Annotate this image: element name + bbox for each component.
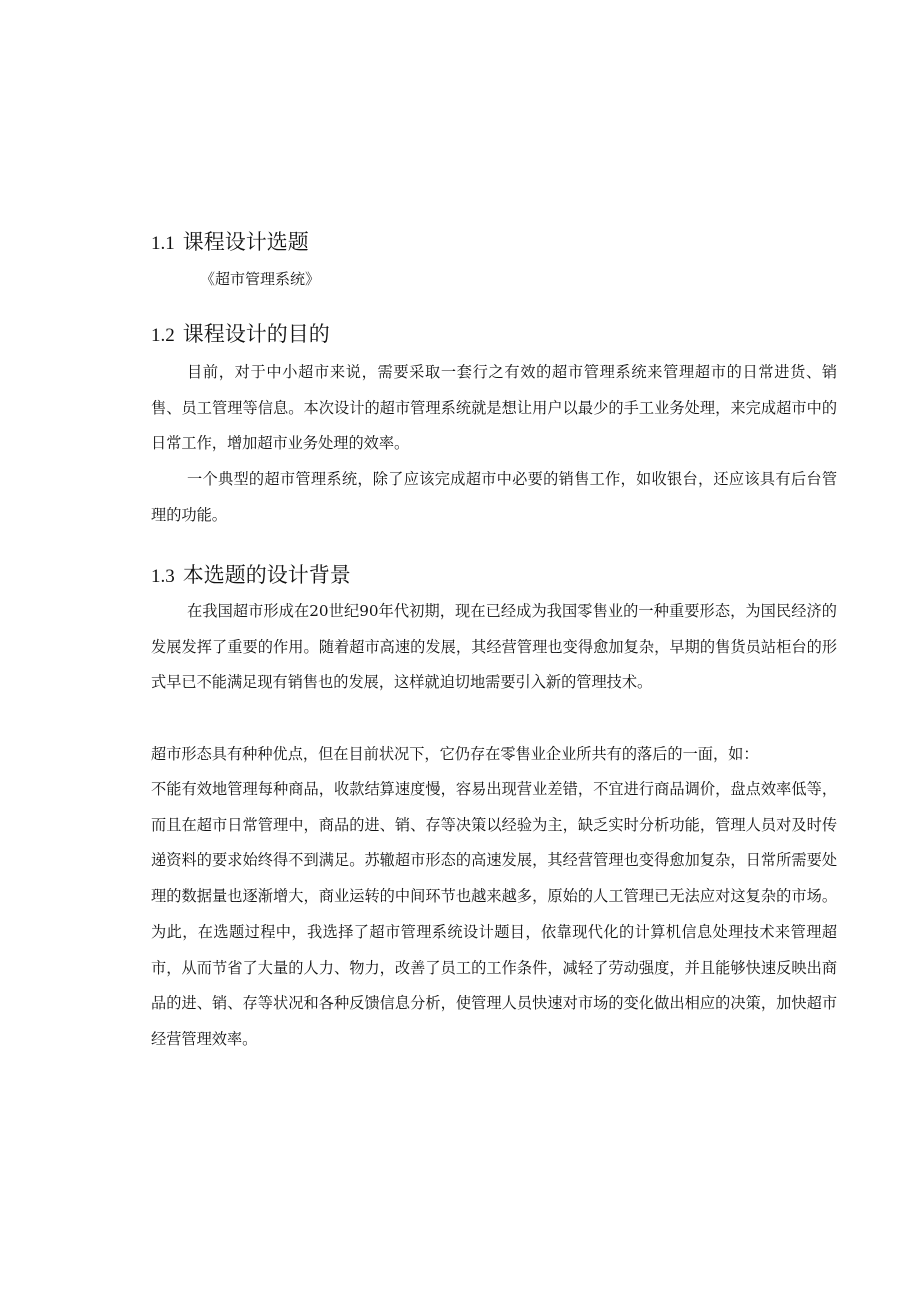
purpose-paragraph-1: 目前，对于中小超市来说，需要采取一套行之有效的超市管理系统来管理超市的日常进货、销售、员工管理等信息。本次设计的超市管理系统就是想让用户以最少的手工业务处理，来完成超市中的日常工作，增加超市业务处理的效率。 [151,363,837,453]
section-1-3-number: 1.3 [151,566,175,587]
section-1-1-title: 课程设计选题 [182,230,309,254]
course-topic-title: 《超市管理系统》 [200,270,321,288]
section-1-3-heading [151,561,351,591]
background-paragraph-1: 在我国超市形成在20世纪90年代初期，现在已经成为我国零售业的一种重要形态，为国民经济的发展发挥了重要的作用。随着超市高速的发展，其经营管理也变得愈加复杂，早期的售货员站柜台的形式早已不能满足现有销售也的发展，这样就迫切地需要引入新的管理技术。 [151,602,837,692]
section-1-1-heading [151,228,309,258]
section-1-3-title: 本选题的设计背景 [182,563,351,587]
section-1-2-title: 课程设计的目的 [182,322,330,346]
section-1-2-heading [151,320,330,350]
background-paragraph-2: 超市形态具有种种优点，但在目前状况下，它仍存在零售业企业所共有的落后的一面，如： [151,745,759,763]
background-paragraph-3: 不能有效地管理每种商品，收款结算速度慢，容易出现营业差错，不宜进行商品调价，盘点效率低等，而且在超市日常管理中，商品的进、销、存等决策以经验为主，缺乏实时分析功能，管理人员对及时传递资料的要求始终得不到满足。苏辙超市形态的高速发展，其经营管理也变得愈加复杂，日常所需要处理的数据量也逐渐增大，商业运转的中间环节也越来越多，原始的人工管理已无法应对这复杂的市场。为此，在选题过程中，我选择了超市管理系统设计题目，依靠现代化的计算机信息处理技术来管理超市，从而节省了大量的人力、物力，改善了员工的工作条件，减轻了劳动强度，并且能够快速反映出商品的进、销、存等状况和各种反馈信息分析，使管理人员快速对市场的变化做出相应的决策，加快超市经营管理效率。 [151,780,837,1048]
purpose-paragraph-2: 一个典型的超市管理系统，除了应该完成超市中必要的销售工作，如收银台，还应该具有后台管理的功能。 [151,470,837,524]
section-1-2-number: 1.2 [151,325,175,346]
section-1-1-number: 1.1 [151,233,175,254]
